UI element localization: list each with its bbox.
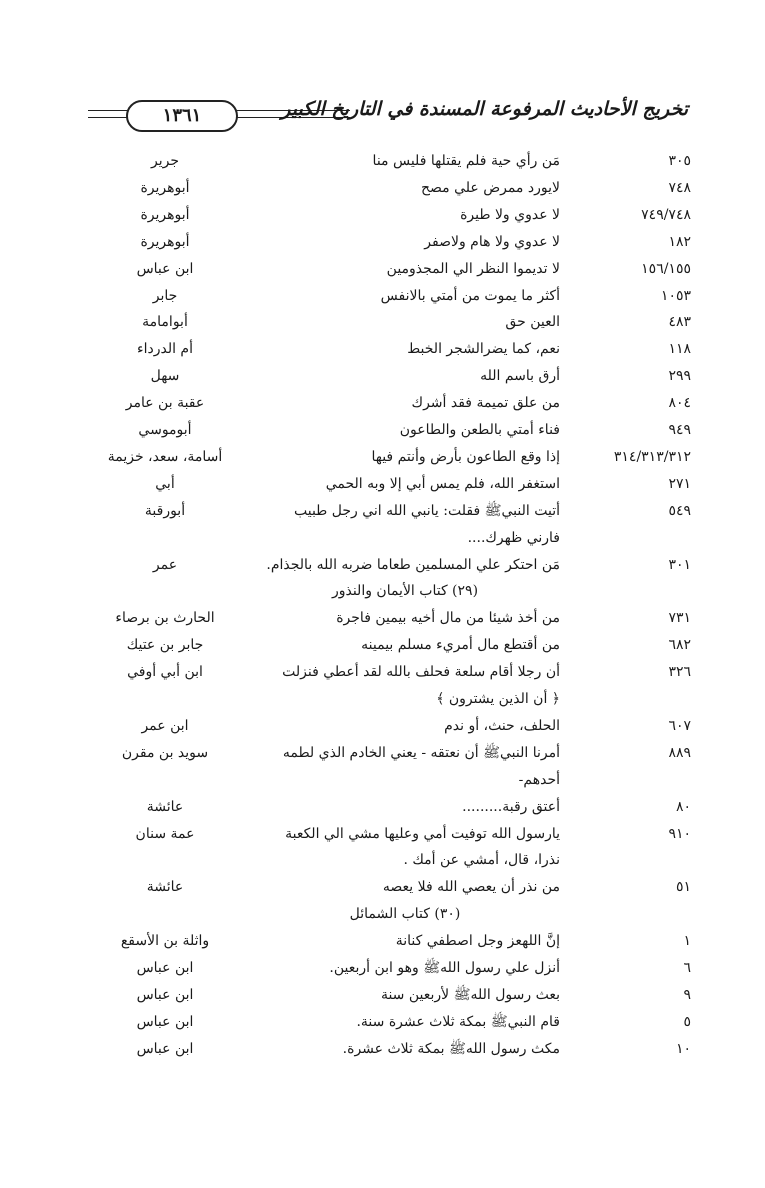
page-number: ١٣٦١: [126, 100, 238, 132]
hadith-number: ١١٨: [668, 341, 691, 358]
hadith-number: ٥١: [675, 879, 691, 896]
narrator-name: أبورقبة: [144, 502, 186, 519]
table-row: [0, 309, 765, 335]
hadith-text: أعتق رقبة.........: [462, 798, 560, 815]
table-row: [0, 821, 765, 847]
table-row: [0, 632, 765, 658]
hadith-text: يارسول الله توفيت أمي وعليها مشي الي الكعبة: [285, 825, 560, 842]
hadith-text: أكثر ما يموت من أمتي بالانفس: [380, 287, 560, 304]
table-row: [0, 363, 765, 389]
narrator-name: ابن عمر: [141, 717, 189, 734]
hadith-text: إذا وقع الطاعون بأرض وأنتم فيها: [371, 448, 560, 465]
narrator-name: ابن عباس: [136, 260, 194, 277]
narrator-name: جابر بن عتيك: [126, 637, 204, 654]
hadith-number: ١٠٥٣: [660, 287, 691, 304]
narrator-name: ابن عباس: [136, 986, 194, 1003]
hadith-number: ٦: [683, 960, 691, 976]
narrator-name: أسامة، سعد، خزيمة: [107, 448, 223, 465]
table-row: [0, 498, 765, 524]
table-row: [0, 552, 765, 578]
narrator-name: عمة سنان: [135, 825, 195, 842]
hadith-text: نذرا، قال، أمشي عن أمك .: [403, 852, 560, 869]
table-row: [0, 659, 765, 685]
page-header: [88, 96, 688, 138]
hadith-text: أن رجلا أقام سلعة فحلف بالله لقد أعطي فنزلت: [282, 664, 560, 681]
hadith-number: ٣٢٦: [668, 664, 691, 681]
hadith-number: ٢٧١: [668, 475, 691, 492]
book-title: تخريج الأحاديث المرفوعة المسندة في التاريخ الكبير: [281, 98, 688, 120]
narrator-name: عقبة بن عامر: [125, 395, 205, 412]
hadith-text: استغفر الله، فلم يمس أبي إلا وبه الحمي: [325, 475, 560, 492]
narrator-name: أبوهريرة: [140, 206, 190, 223]
table-row: [0, 283, 765, 309]
hadith-text: بعث رسول اللهﷺ لأربعين سنة: [380, 986, 560, 1003]
table-row: [0, 605, 765, 631]
narrator-name: أم الدرداء: [137, 341, 193, 358]
narrator-name: واثلة بن الأسقع: [120, 933, 210, 950]
narrator-name: أبي: [155, 475, 175, 492]
hadith-text: قام النبيﷺ بمكة ثلاث عشرة سنة.: [356, 1013, 560, 1030]
narrator-name: جرير: [151, 153, 179, 169]
hadith-text: من أقتطع مال أمريء مسلم بيمينه: [361, 637, 560, 654]
hadith-text: مَن رأي حية فلم يقتلها فليس منا: [372, 153, 560, 169]
hadith-text: ﴿ أن الذين يشترون ﴾: [436, 691, 560, 707]
hadith-number: ٣١٤/٣١٣/٣١٢: [613, 448, 691, 465]
hadith-text: لا عدوي ولا هام ولاصفر: [424, 233, 560, 250]
hadith-number: ٩١٠: [668, 825, 691, 842]
hadith-text: مكث رسول اللهﷺ بمكة ثلاث عشرة.: [342, 1040, 560, 1057]
table-row: [0, 1009, 765, 1035]
table-row: [0, 202, 765, 228]
hadith-text: من أخذ شيئا من مال أخيه بيمين فاجرة: [336, 610, 560, 627]
narrator-name: أبوموسي: [138, 422, 192, 438]
table-row: [0, 713, 765, 739]
hadith-number: ٨٠٤: [668, 395, 691, 412]
hadith-number: ٩: [683, 986, 691, 1003]
hadith-number: ٣٠١: [668, 556, 691, 573]
narrator-name: ابن عباس: [136, 1040, 194, 1057]
section-title: (٢٩) كتاب الأيمان والنذور: [331, 583, 479, 600]
hadith-text: من نذر أن يعصي الله فلا يعصه: [382, 879, 560, 896]
hadith-text: من علق تميمة فقد أشرك: [411, 395, 560, 412]
hadith-number: ٣٠٥: [668, 153, 691, 169]
table-row: [0, 740, 765, 766]
table-row: [0, 417, 765, 443]
narrator-name: سويد بن مقرن: [121, 744, 209, 761]
hadith-text: أحدهم-: [518, 771, 560, 788]
hadith-number: ١٠: [675, 1040, 691, 1057]
table-row: [0, 390, 765, 416]
hadith-number: ٤٨٣: [668, 314, 691, 331]
hadith-number: ٧٤٨: [668, 179, 691, 196]
hadith-text: العين حق: [505, 314, 560, 331]
narrator-name: عائشة: [146, 798, 184, 815]
hadith-text: أنزل علي رسول اللهﷺ وهو ابن أربعين.: [329, 960, 560, 976]
table-row: [0, 955, 765, 981]
hadith-number: ١٥٦/١٥٥: [641, 260, 691, 277]
table-row: [0, 847, 765, 873]
hadith-text: نعم، كما يضرالشجر الخبط: [407, 341, 560, 358]
hadith-number: ٨٨٩: [668, 744, 691, 761]
table-row: [0, 471, 765, 497]
table-row: [0, 336, 765, 362]
narrator-name: ابن أبي أوفي: [127, 664, 203, 681]
hadith-number: ٩٤٩: [668, 422, 691, 438]
hadith-text: أتيت النبيﷺ فقلت: يانبي الله اني رجل طبيب: [293, 502, 560, 519]
hadith-text: أرق باسم الله: [480, 368, 560, 385]
table-row: [0, 229, 765, 255]
hadith-number: ٨٠: [675, 798, 691, 815]
hadith-text: مَن احتكر علي المسلمين طعاما ضربه الله بالجذام.: [266, 556, 560, 573]
hadith-text: لا عدوي ولا طيرة: [460, 206, 560, 223]
table-row: [0, 1036, 765, 1062]
hadith-text: الحلف، حنث، أو ندم: [444, 717, 560, 734]
table-row: [0, 928, 765, 954]
table-row: [0, 256, 765, 282]
section-heading-row: [0, 578, 765, 604]
hadith-number: ١٨٢: [668, 233, 691, 250]
hadith-text: فارني ظهرك....: [467, 529, 560, 546]
table-row: [0, 444, 765, 470]
hadith-text: أمرنا النبيﷺ أن نعتقه - يعني الخادم الذي لطمه: [282, 744, 560, 761]
narrator-name: أبوهريرة: [140, 179, 190, 196]
hadith-number: ١: [683, 933, 691, 950]
narrator-name: عمر: [152, 556, 178, 573]
table-row: [0, 767, 765, 793]
narrator-name: عائشة: [146, 879, 184, 896]
hadith-number: ٢٩٩: [668, 368, 691, 385]
narrator-name: أبوامامة: [142, 314, 188, 331]
table-row: [0, 794, 765, 820]
hadith-number: ٦٠٧: [668, 717, 691, 734]
table-row: [0, 175, 765, 201]
narrator-name: جابر: [152, 287, 178, 304]
narrator-name: ابن عباس: [136, 1013, 194, 1030]
hadith-number: ٥٤٩: [668, 502, 691, 519]
hadith-number: ٧٤٩/٧٤٨: [641, 206, 691, 223]
section-heading-row: [0, 901, 765, 927]
table-row: [0, 148, 765, 174]
narrator-name: ابن عباس: [136, 960, 194, 976]
hadith-number: ٧٣١: [668, 610, 691, 627]
narrator-name: سهل: [150, 368, 180, 385]
table-row: [0, 686, 765, 712]
hadith-text: فناء أمتي بالطعن والطاعون: [399, 422, 560, 438]
hadith-number: ٦٨٢: [668, 637, 691, 654]
hadith-text: لايورد ممرض علي مصح: [420, 179, 560, 196]
table-row: [0, 874, 765, 900]
hadith-text: لا تديموا النظر الي المجذومين: [386, 260, 560, 277]
hadith-number: ٥: [683, 1013, 691, 1030]
narrator-name: الحارث بن برصاء: [115, 610, 215, 627]
table-row: [0, 982, 765, 1008]
hadith-text: إنَّ اللهعز وجل اصطفي كنانة: [395, 933, 560, 950]
narrator-name: أبوهريرة: [140, 233, 190, 250]
section-title: (٣٠) كتاب الشمائل: [349, 906, 461, 923]
table-row: [0, 525, 765, 551]
